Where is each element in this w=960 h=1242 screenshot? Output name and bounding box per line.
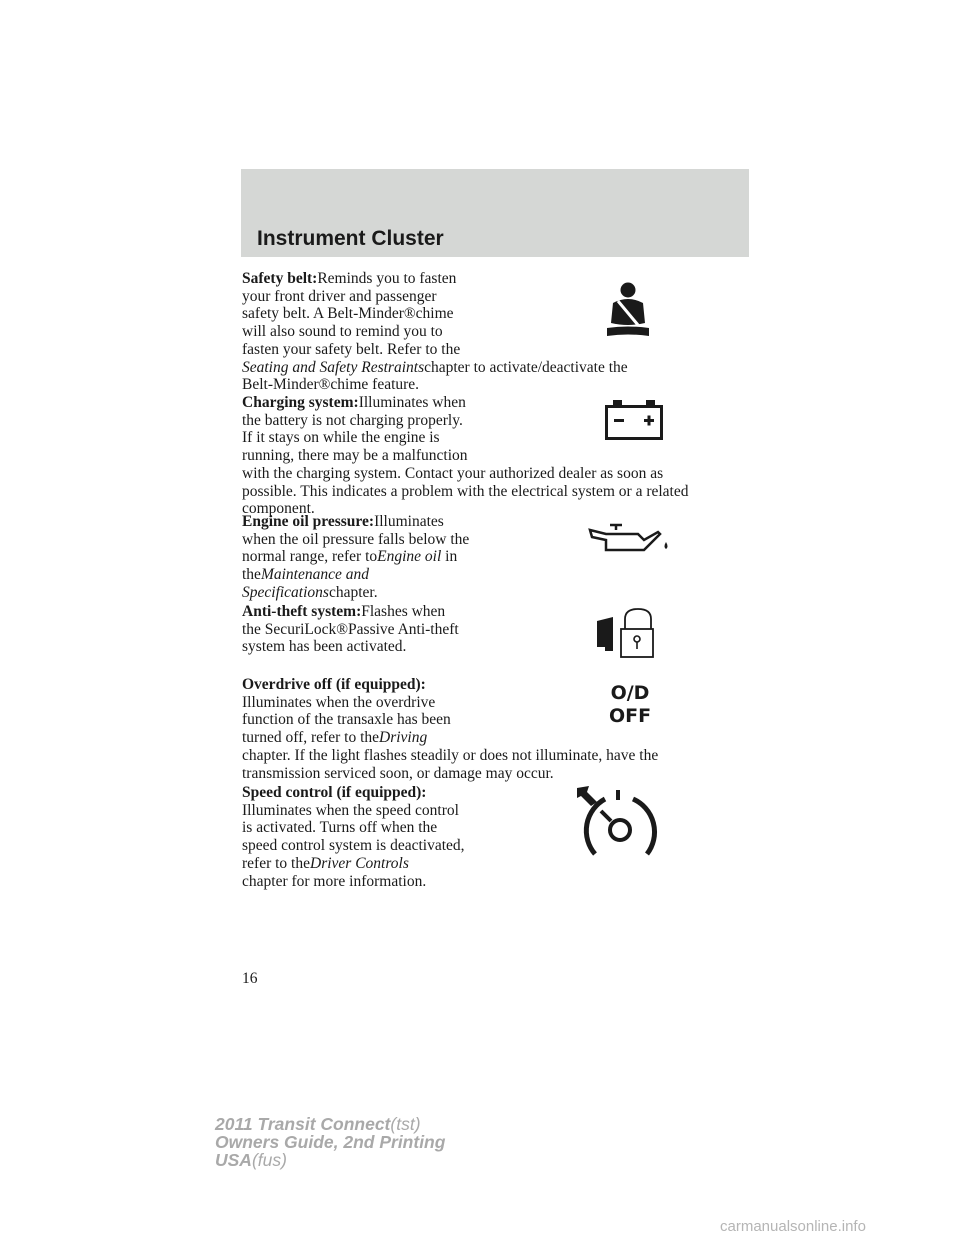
safety-belt-section: Safety belt:Reminds you to fasten your front driver and passenger safety belt. A Belt-Minder®chime will also sound to remind you to fasten your safety belt. Refer to the Seating and Safety Restraintschapter to activate/deactivate the Belt-Minder®chime feature.	[242, 270, 628, 394]
chapter-reference: Specifications	[242, 583, 329, 601]
section-header	[241, 169, 749, 257]
anti-theft-section: Anti-theft system:Flashes when the SecuriLock®Passive Anti-theft system has been activated.	[242, 603, 459, 656]
engine-oil-term: Engine oil pressure:	[242, 513, 375, 530]
section-title: Instrument Cluster	[257, 227, 444, 250]
engine-oil-section: Engine oil pressure:Illuminates when the oil pressure falls below the normal range, refer toEngine oil in theMaintenance and Specificationschapter.	[242, 513, 470, 601]
car-lock-icon	[595, 607, 655, 659]
speed-control-icon	[575, 784, 665, 859]
anti-theft-term: Anti-theft system:	[242, 603, 362, 620]
chapter-reference: Maintenance and	[260, 566, 369, 584]
speed-control-section: Speed control (if equipped): Illuminates when the speed control is activated. Turns off when the speed control system is deactivated, refer to theDriver Controls chapter for more information.	[242, 784, 752, 890]
watermark-link[interactable]: carmanualsonline.info	[720, 1218, 866, 1235]
document-footer: 2011 Transit Connect(tst) Owners Guide, 2nd Printing USA(fus)	[215, 1114, 446, 1170]
oil-can-icon	[588, 520, 672, 554]
seatbelt-icon	[604, 281, 652, 339]
page-number: 16	[242, 970, 258, 987]
overdrive-off-term: Overdrive off (if equipped):	[242, 676, 426, 693]
battery-icon	[604, 399, 664, 441]
overdrive-icon-label-bottom: OFF	[608, 705, 652, 727]
chapter-reference: Engine oil	[377, 548, 442, 566]
chapter-reference: Driving	[379, 729, 428, 747]
safety-belt-term: Safety belt:	[242, 270, 318, 287]
overdrive-off-icon	[600, 682, 660, 728]
chapter-reference: Seating and Safety Restraints	[242, 358, 425, 376]
charging-system-section: Charging system:Illuminates when the battery is not charging properly. If it stays on while the engine is running, there may be a malfunction with the charging system. Contact your authorized dealer as soon as possible. This indicates a problem with the electrical system or a related component.	[242, 394, 689, 518]
overdrive-icon-label-top: O/D	[610, 682, 650, 704]
charging-system-term: Charging system:	[242, 394, 359, 411]
speed-control-term: Speed control (if equipped):	[242, 784, 427, 801]
chapter-reference: Driver Controls	[310, 854, 409, 872]
overdrive-off-section: Overdrive off (if equipped): Illuminates when the overdrive function of the transaxle has been turned off, refer to theDriving chapter. If the light flashes steadily or does not illuminate, have the transmission serviced soon, or damage may occur.	[242, 676, 752, 782]
